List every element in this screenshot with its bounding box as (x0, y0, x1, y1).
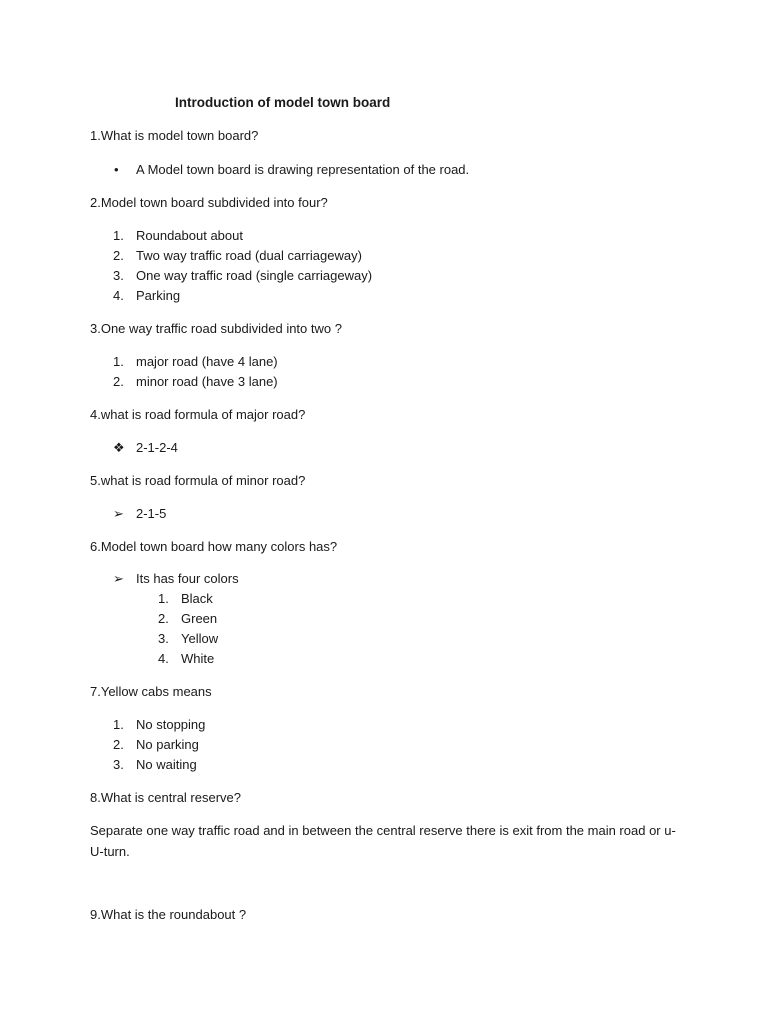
question-4: 4.what is road formula of major road? (90, 407, 306, 422)
answer-1: A Model town board is drawing representation of the road. (136, 162, 470, 177)
color-item: Yellow (181, 631, 219, 646)
diamond-bullet-icon: ❖ (113, 440, 125, 455)
question-3: 3.One way traffic road subdivided into two ? (90, 321, 342, 336)
answer-6: Its has four colors (136, 571, 239, 586)
question-9: 9.What is the roundabout ? (90, 907, 247, 922)
list-number: 2. (113, 248, 124, 263)
list-number: 3. (113, 757, 124, 772)
question-6: 6.Model town board how many colors has? (90, 539, 338, 554)
list-number: 3. (158, 631, 169, 646)
list-item: major road (have 4 lane) (136, 354, 278, 369)
list-item: Two way traffic road (dual carriageway) (136, 248, 362, 263)
list-number: 4. (158, 651, 169, 666)
answer-8: Separate one way traffic road and in between the central reserve there is exit from the main road or u-U-turn. (90, 823, 676, 859)
list-item: minor road (have 3 lane) (136, 374, 278, 389)
arrow-bullet-icon: ➢ (113, 571, 124, 586)
list-number: 4. (113, 288, 124, 303)
arrow-bullet-icon: ➢ (113, 506, 124, 521)
color-item: White (181, 651, 215, 666)
question-7: 7.Yellow cabs means (90, 684, 212, 699)
list-item: One way traffic road (single carriageway) (136, 268, 373, 283)
list-number: 1. (158, 591, 169, 606)
list-number: 1. (113, 228, 124, 243)
question-8: 8.What is central reserve? (90, 790, 242, 805)
question-5: 5.what is road formula of minor road? (90, 473, 306, 488)
question-1: 1.What is model town board? (90, 128, 259, 143)
answer-5: 2-1-5 (136, 506, 167, 521)
list-item: No parking (136, 737, 199, 752)
list-number: 1. (113, 354, 124, 369)
color-item: Green (181, 611, 218, 626)
list-item: Roundabout about (136, 228, 243, 243)
color-item: Black (181, 591, 213, 606)
answer-4: 2-1-2-4 (136, 440, 178, 455)
list-item: No stopping (136, 717, 206, 732)
list-number: 1. (113, 717, 124, 732)
list-number: 2. (158, 611, 169, 626)
bullet-dot-icon: • (114, 162, 119, 177)
list-item: Parking (136, 288, 181, 303)
list-number: 2. (113, 737, 124, 752)
list-item: No waiting (136, 757, 197, 772)
list-number: 2. (113, 374, 124, 389)
document-title: Introduction of model town board (175, 95, 391, 110)
list-number: 3. (113, 268, 124, 283)
question-2: 2.Model town board subdivided into four? (90, 195, 328, 210)
